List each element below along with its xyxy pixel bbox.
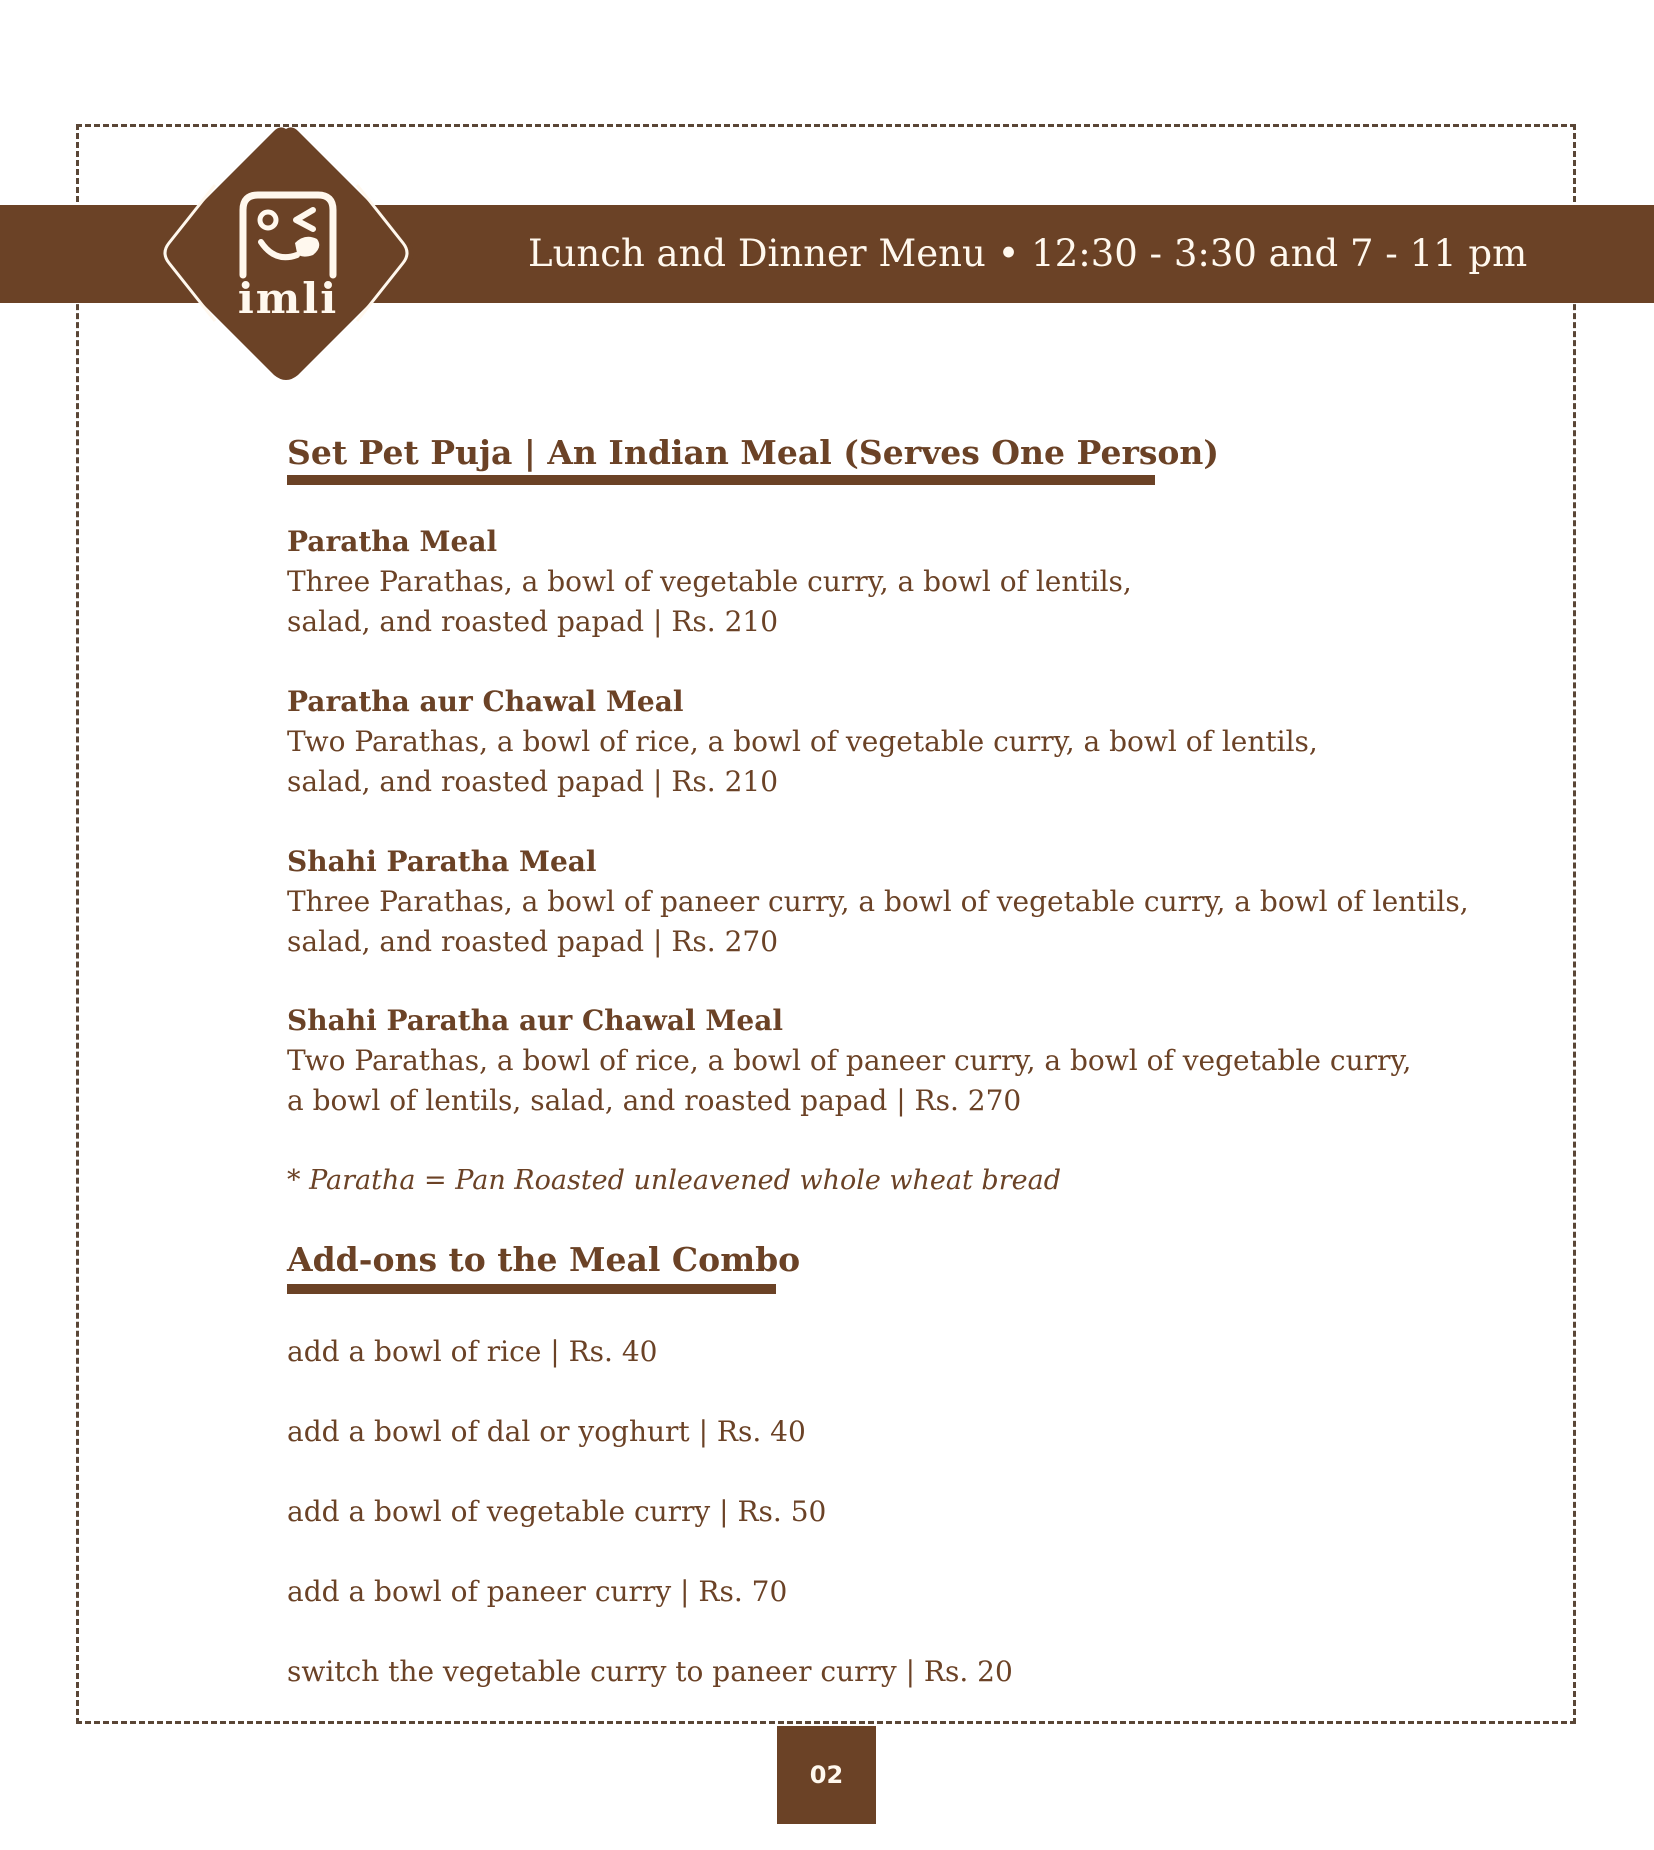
item-description: Three Parathas, a bowl of vegetable curry, a bowl of lentils,	[287, 565, 1132, 598]
menu-title: Lunch and Dinner Menu • 12:30 - 3:30 and 7 - 11 pm	[528, 232, 1528, 275]
item-name: Shahi Paratha Meal	[287, 845, 597, 878]
section-heading-underline	[287, 1284, 776, 1294]
section-heading-addons: Add-ons to the Meal Combo	[287, 1240, 801, 1279]
imli-logo	[155, 125, 417, 382]
item-description: Two Parathas, a bowl of rice, a bowl of paneer curry, a bowl of vegetable curry,	[287, 1044, 1412, 1077]
item-name: Shahi Paratha aur Chawal Meal	[287, 1004, 783, 1037]
addon-item: add a bowl of vegetable curry | Rs. 50	[287, 1495, 827, 1528]
page-number: 02	[777, 1726, 876, 1824]
addon-item: add a bowl of paneer curry | Rs. 70	[287, 1575, 788, 1608]
paratha-footnote: * Paratha = Pan Roasted unleavened whole wheat bread	[287, 1165, 1061, 1196]
item-description: Three Parathas, a bowl of paneer curry, a bowl of vegetable curry, a bowl of lentils,	[287, 885, 1469, 918]
item-name: Paratha aur Chawal Meal	[287, 685, 684, 718]
item-description-price: salad, and roasted papad | Rs. 210	[287, 765, 779, 798]
section-heading-set-meals: Set Pet Puja | An Indian Meal (Serves One Person)	[287, 433, 1220, 472]
item-description-price: salad, and roasted papad | Rs. 270	[287, 925, 779, 958]
item-description-price: salad, and roasted papad | Rs. 210	[287, 605, 779, 638]
item-description: Two Parathas, a bowl of rice, a bowl of vegetable curry, a bowl of lentils,	[287, 725, 1318, 758]
addon-item: add a bowl of dal or yoghurt | Rs. 40	[287, 1415, 806, 1448]
imli-logo-icon	[155, 125, 417, 382]
svg-text:imli: imli	[237, 274, 339, 323]
addon-item: switch the vegetable curry to paneer curry | Rs. 20	[287, 1655, 1013, 1688]
item-name: Paratha Meal	[287, 525, 498, 558]
item-description-price: a bowl of lentils, salad, and roasted papad | Rs. 270	[287, 1084, 1022, 1117]
section-heading-underline	[287, 475, 1155, 485]
addon-item: add a bowl of rice | Rs. 40	[287, 1335, 658, 1368]
